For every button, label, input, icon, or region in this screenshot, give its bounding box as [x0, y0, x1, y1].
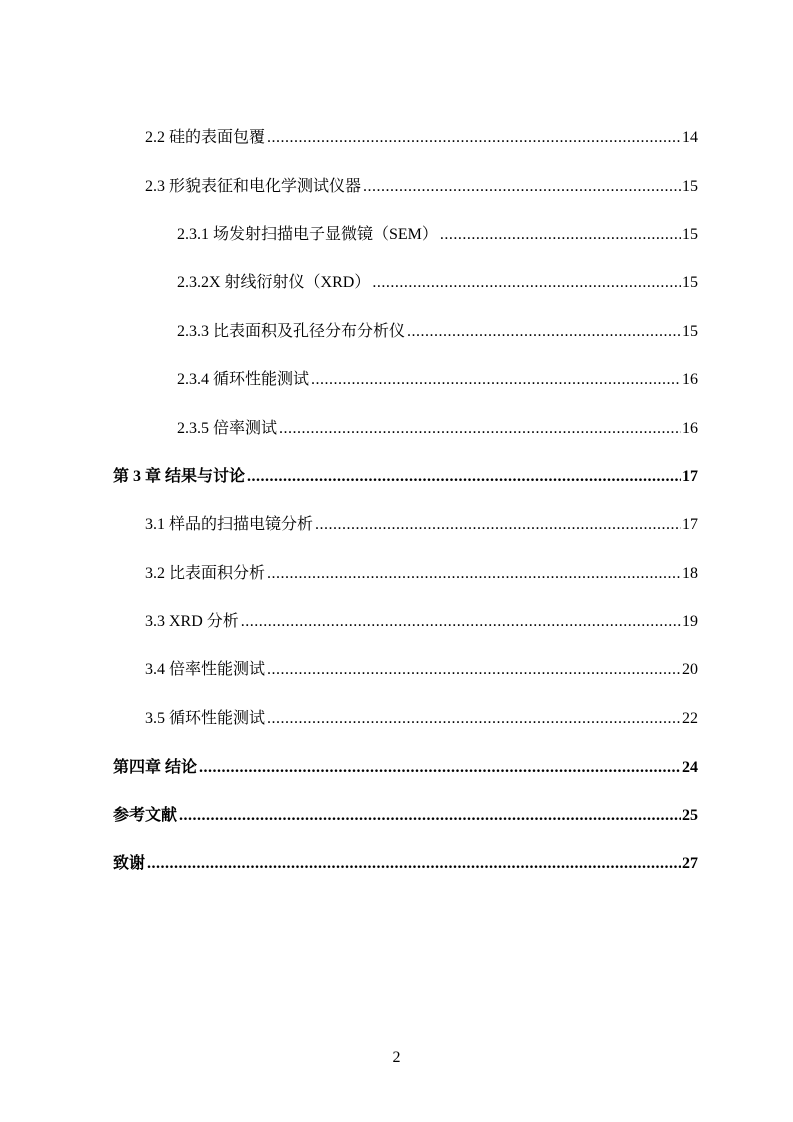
toc-entry-title: 3.3 XRD 分析	[145, 613, 239, 630]
toc-entry[interactable]	[177, 367, 698, 393]
page-number: 2	[392, 1049, 401, 1066]
toc-chapter-entry[interactable]	[113, 851, 698, 877]
toc-entry-title: 2.2 硅的表面包覆	[145, 129, 266, 146]
toc-dot-leader	[241, 609, 681, 635]
toc-entry[interactable]	[177, 416, 698, 442]
toc-entry-title: 2.3.4 循环性能测试	[177, 371, 310, 388]
toc-entry-title: 致谢	[113, 855, 146, 872]
toc-entry-page: 24	[682, 759, 698, 776]
toc-dot-leader	[267, 706, 681, 732]
toc-dot-leader	[199, 755, 681, 781]
toc-dot-leader	[407, 319, 681, 345]
toc-entry[interactable]	[145, 706, 698, 732]
toc-entry-title: 参考文献	[113, 807, 178, 824]
toc-entry[interactable]	[177, 319, 698, 345]
toc-entry-page: 22	[682, 710, 698, 727]
toc-entry-page: 17	[682, 516, 698, 533]
toc-chapter-entry[interactable]	[113, 464, 698, 490]
toc-entry[interactable]	[145, 174, 698, 200]
toc-chapter-entry[interactable]	[113, 803, 698, 829]
toc-dot-leader	[311, 367, 681, 393]
toc-entry-page: 15	[682, 274, 698, 291]
toc-entry-page: 15	[682, 178, 698, 195]
toc-entry-title: 2.3.5 倍率测试	[177, 420, 278, 437]
toc-dot-leader	[267, 657, 681, 683]
toc-entry-page: 16	[682, 420, 698, 437]
toc-entry-page: 19	[682, 613, 698, 630]
toc-entry-page: 15	[682, 323, 698, 340]
toc-entry-page: 27	[682, 855, 698, 872]
toc-entry-title: 2.3 形貌表征和电化学测试仪器	[145, 178, 362, 195]
toc-chapter-entry[interactable]	[113, 755, 698, 781]
toc-entry-title: 第四章 结论	[113, 759, 198, 776]
toc-entry[interactable]	[145, 512, 698, 538]
toc-entry[interactable]	[145, 657, 698, 683]
toc-entry-title: 2.3.3 比表面积及孔径分布分析仪	[177, 323, 406, 340]
toc-dot-leader	[279, 416, 681, 442]
toc-entry-title: 2.3.1 场发射扫描电子显微镜（SEM）	[177, 226, 438, 243]
toc-dot-leader	[267, 125, 681, 151]
toc-dot-leader	[179, 803, 681, 829]
toc-entry[interactable]	[145, 609, 698, 635]
toc-entry[interactable]	[145, 125, 698, 151]
toc-entry-title: 3.4 倍率性能测试	[145, 661, 266, 678]
toc-entry-page: 15	[682, 226, 698, 243]
toc-entry-title: 第 3 章 结果与讨论	[113, 468, 246, 485]
toc-entry-title: 2.3.2X 射线衍射仪（XRD）	[177, 274, 371, 291]
toc-dot-leader	[247, 464, 681, 490]
toc-entry-page: 17	[682, 468, 698, 485]
toc-entry[interactable]	[177, 270, 698, 296]
toc-dot-leader	[372, 270, 681, 296]
toc-entry[interactable]	[177, 222, 698, 248]
toc-entry-page: 25	[682, 807, 698, 824]
toc-entry-page: 20	[682, 661, 698, 678]
toc-entry-title: 3.2 比表面积分析	[145, 565, 266, 582]
toc-entry-page: 18	[682, 565, 698, 582]
toc-dot-leader	[440, 222, 681, 248]
toc-dot-leader	[315, 512, 681, 538]
toc-dot-leader	[363, 174, 681, 200]
toc-entry-page: 14	[682, 129, 698, 146]
toc-dot-leader	[147, 851, 681, 877]
toc-entry-title: 3.5 循环性能测试	[145, 710, 266, 727]
toc-dot-leader	[267, 561, 681, 587]
toc-entry[interactable]	[145, 561, 698, 587]
toc-entry-page: 16	[682, 371, 698, 388]
toc-entry-title: 3.1 样品的扫描电镜分析	[145, 516, 314, 533]
